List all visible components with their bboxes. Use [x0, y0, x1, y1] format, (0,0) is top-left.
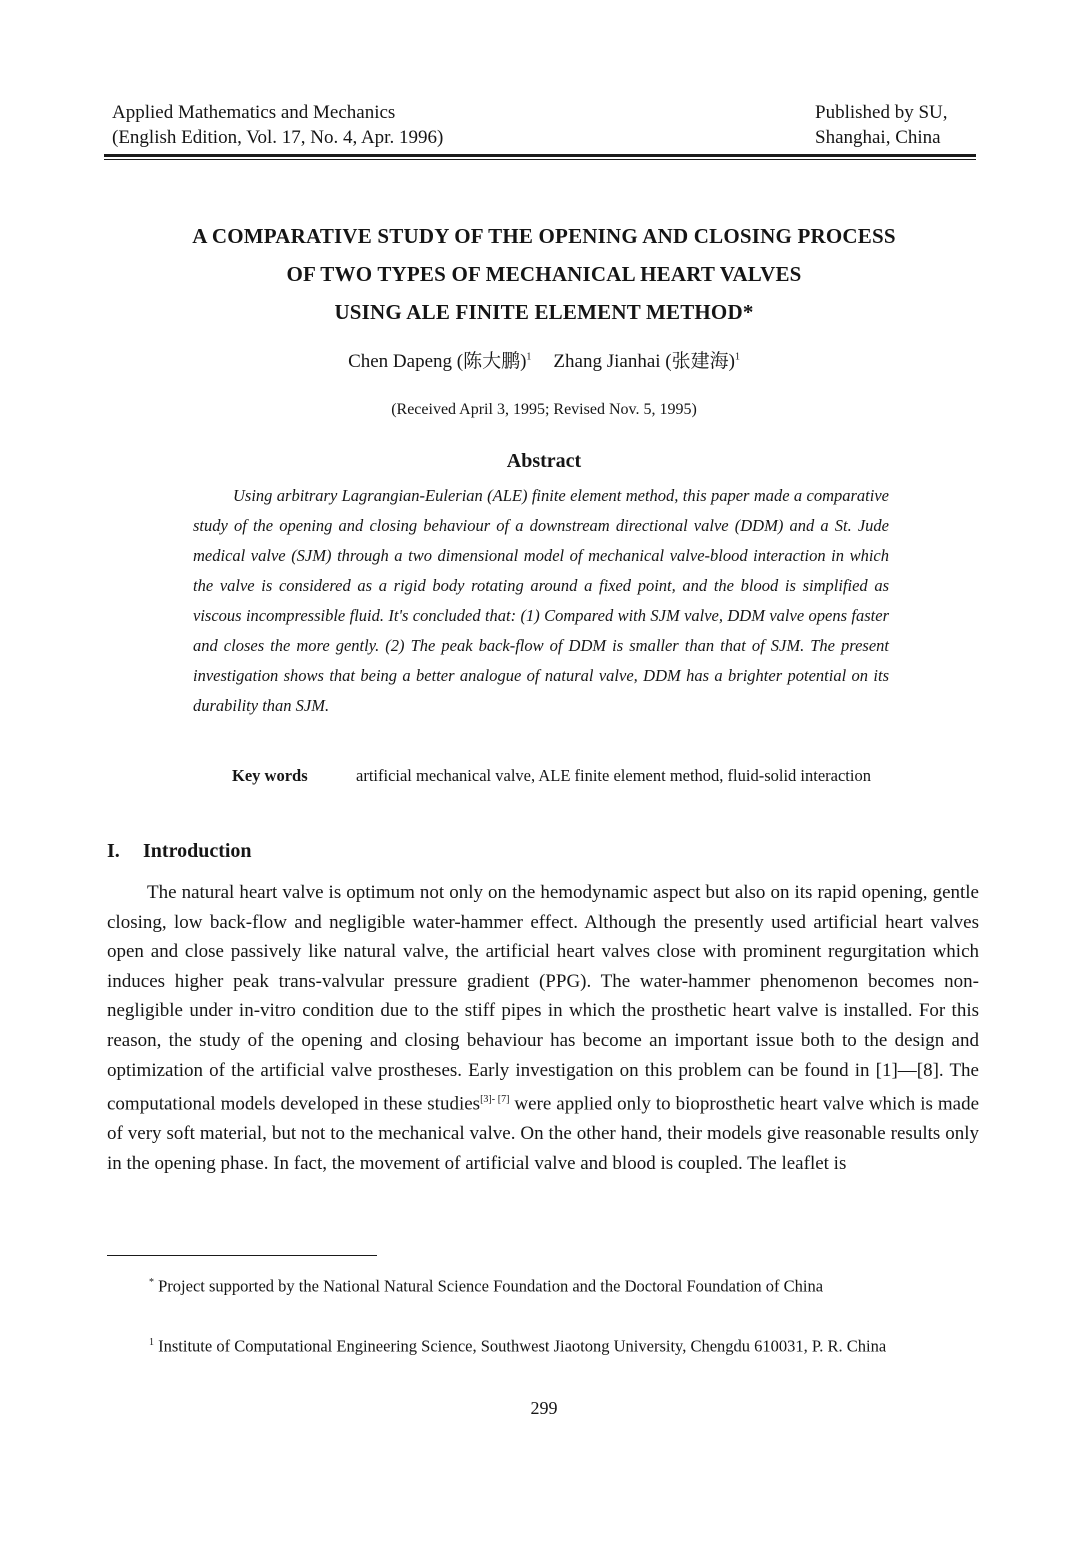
title-line-3: USING ALE FINITE ELEMENT METHOD*: [334, 300, 754, 324]
header-rule-thick: [104, 154, 976, 157]
author-1: Chen Dapeng (陈大鹏): [348, 351, 527, 372]
publisher-header: [815, 100, 948, 150]
received-dates: (Received April 3, 1995; Revised Nov. 5, 1995): [391, 401, 697, 418]
title-line-2: OF TWO TYPES OF MECHANICAL HEART VALVES: [286, 262, 802, 286]
keywords-label: Key words: [232, 766, 308, 785]
section-heading-introduction: [107, 840, 252, 863]
author-list: [60, 346, 1028, 373]
abstract-body: [193, 481, 889, 721]
journal-header: [112, 100, 443, 150]
publisher-name: Published by SU,: [815, 102, 948, 123]
title-line-1: A COMPARATIVE STUDY OF THE OPENING AND CLOSING PROCESS: [192, 224, 896, 248]
introduction-paragraph: [107, 878, 979, 1178]
publisher-location: Shanghai, China: [815, 127, 941, 148]
abstract-text: Using arbitrary Lagrangian-Eulerian (ALE) finite element method, this paper made a comparative study of the opening and closing behaviour of a downstream directional valve (DDM) and a St. Jude medical valve (SJM) through a two dimensional model of mechanical valve-blood interaction in which the valve is considered as a rigid body rotating around a fixed point, and the blood is simplified as viscous incompressible fluid. It's concluded that: (1) Compared with SJM valve, DDM valve opens faster and closes the more gently. (2) The peak back-flow of DDM is smaller than that of SJM. The present investigation shows that being a better analogue of natural valve, DDM has a brighter potential on its durability than SJM.: [193, 486, 889, 715]
intro-text-part-2: were applied only to bioprosthetic heart valve which is made of very soft material, but not to the mechanical valve. On the other hand, their models give reasonable results only in the opening phase. In fact, the movement of artificial valve and blood is coupled. The leaflet is: [107, 1093, 980, 1174]
paper-title: [60, 217, 1028, 331]
intro-text-part-1: The natural heart valve is optimum not only on the hemodynamic aspect but also on its rapid opening, gentle closing, low back-flow and negligible water-hammer effect. Although the presently used artificial heart valves open and close passively like natural valve, the artificial heart valves close with prominent regurgitation which induces higher peak trans-valvular pressure gradient (PPG). The water-hammer phenomenon becomes non-negligible under in-vitro condition due to the stiff pipes in which the prosthetic heart valve is installed. For this reason, the study of the opening and closing behaviour has become an important issue both to the design and optimization of the artificial valve prostheses. Early investigation on this problem can be found in [1]—[8]. The computational models developed in these studies: [107, 882, 979, 1115]
author-1-affiliation-mark: 1: [526, 351, 532, 363]
footnote-separator: [107, 1255, 377, 1256]
footnote-1-mark: *: [149, 1277, 154, 1288]
abstract-heading: Abstract: [506, 450, 582, 472]
journal-edition: (English Edition, Vol. 17, No. 4, Apr. 1996): [112, 127, 444, 148]
footnote-affiliation: [107, 1328, 979, 1361]
footnote-2-mark: 1: [149, 1337, 154, 1348]
author-2-affiliation-mark: 1: [734, 351, 740, 363]
page-number: 299: [530, 1398, 558, 1418]
section-number: I.: [107, 840, 120, 862]
journal-name: Applied Mathematics and Mechanics: [112, 102, 396, 123]
footnote-2-text: Institute of Computational Engineering Science, Southwest Jiaotong University, Chengdu 610031, P. R. China: [154, 1336, 887, 1356]
keywords-text: artificial mechanical valve, ALE finite element method, fluid-solid interaction: [356, 766, 871, 785]
intro-citation: [3]- [7]: [480, 1094, 510, 1106]
author-2: Zhang Jianhai (张建海): [553, 351, 735, 372]
header-rule-thin: [104, 159, 976, 160]
section-title: Introduction: [143, 840, 252, 862]
footnote-funding: [107, 1268, 979, 1301]
footnote-1-text: Project supported by the National Natural Science Foundation and the Doctoral Foundation of China: [154, 1276, 824, 1296]
